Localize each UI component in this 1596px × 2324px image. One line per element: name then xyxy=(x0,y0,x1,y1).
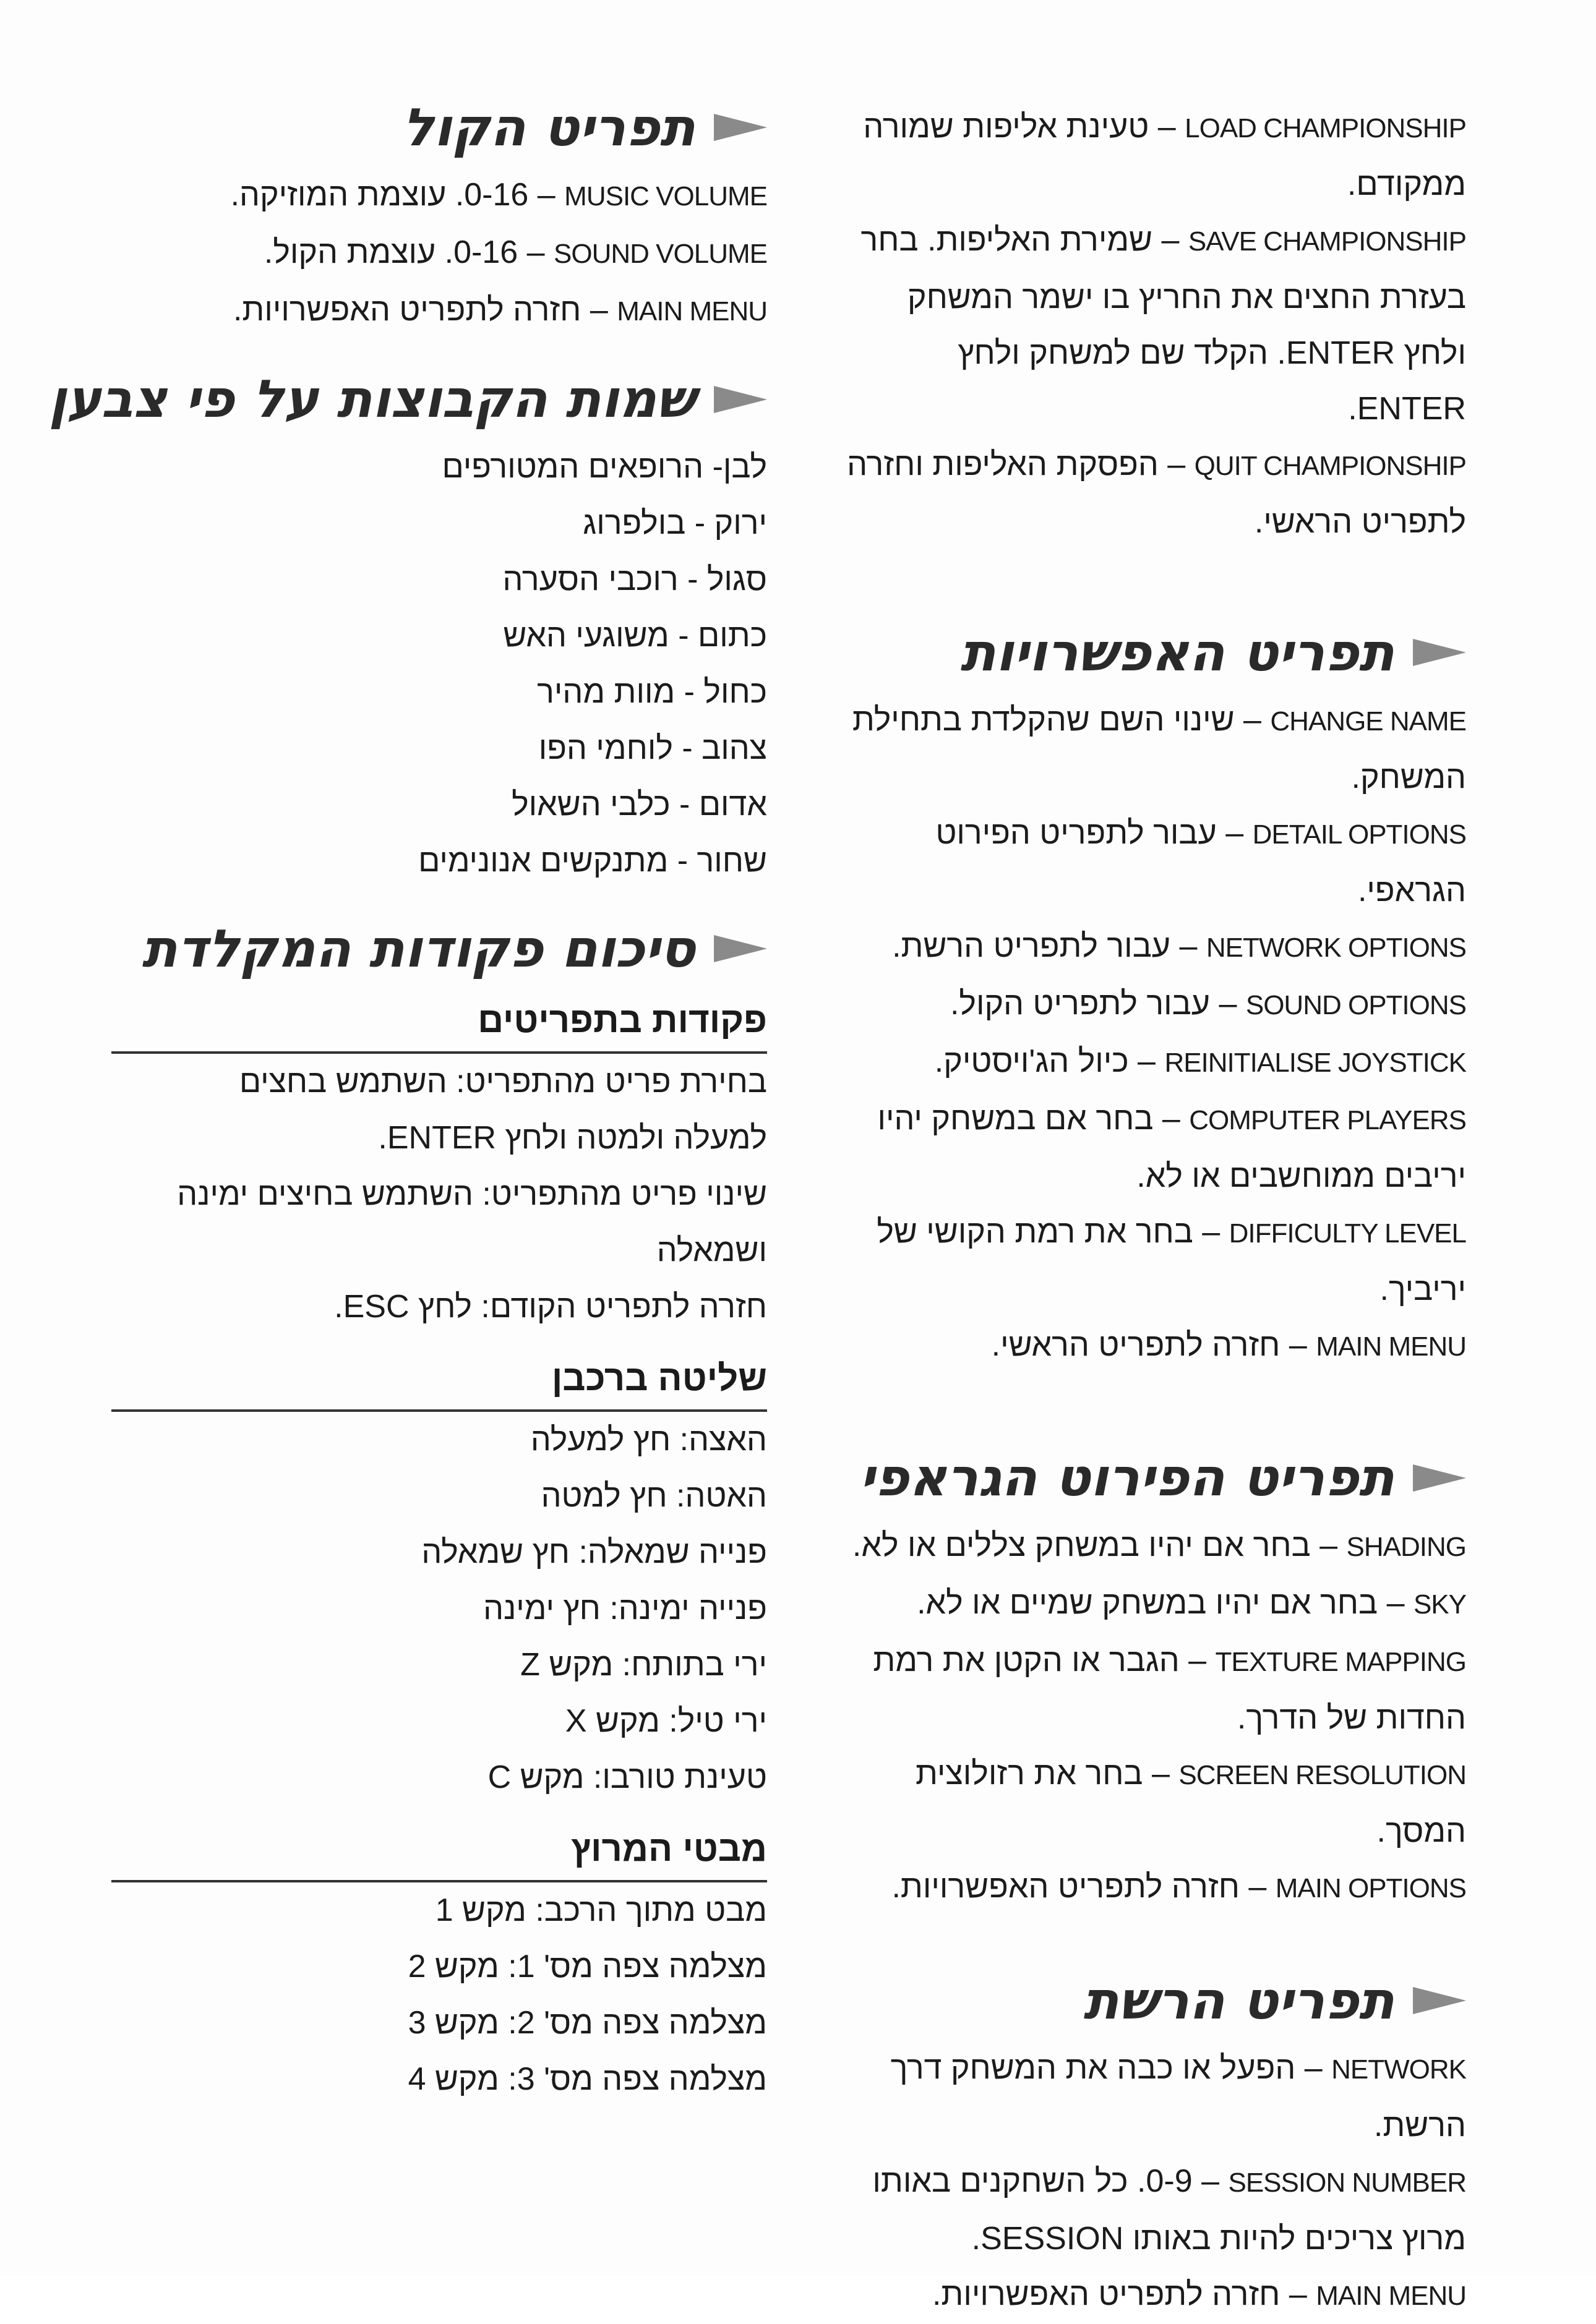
entry-line xyxy=(841,1091,1466,1148)
entry-line xyxy=(841,494,1466,550)
entry-line xyxy=(841,1033,1466,1091)
arrow-icon xyxy=(1413,639,1466,666)
entry-text: – 0-16. עוצמת המוזיקה. xyxy=(230,177,565,213)
entry-line xyxy=(841,1575,1466,1633)
entry-keyword: REINITIALISE JOYSTICK xyxy=(1164,1048,1466,1079)
entry-keyword: SHADING xyxy=(1346,1531,1466,1562)
arrow-icon xyxy=(714,935,767,962)
text-line: מצלמה צפה מס' 1: מקש 2 xyxy=(408,1949,767,1985)
arrow-icon xyxy=(1413,1987,1466,2014)
entry-keyword: MAIN OPTIONS xyxy=(1275,1873,1466,1903)
vehicle-subheading: שליטה ברכבן xyxy=(111,1354,767,1412)
entry-line xyxy=(142,224,767,282)
sound-list xyxy=(111,167,767,340)
section-title-detail xyxy=(841,1449,1466,1506)
entry-line xyxy=(841,437,1466,494)
entry-line xyxy=(841,1518,1466,1575)
views-subheading: מבטי המרוץ xyxy=(111,1824,767,1882)
entry-text: – חזרה לתפריט האפשרויות. xyxy=(233,292,617,328)
entry-keyword: SAVE CHAMPIONSHIP xyxy=(1188,226,1466,257)
text-line: מצלמה צפה מס' 3: מקש 4 xyxy=(408,2061,767,2098)
entry-text: – עבור לתפריט הפירוט xyxy=(935,815,1253,852)
text-line: אדום - כלבי השאול xyxy=(512,786,767,822)
entry-keyword: SESSION NUMBER xyxy=(1228,2168,1466,2198)
section-title-network xyxy=(841,1972,1466,2029)
text-line: ושמאלה xyxy=(656,1232,767,1269)
detail-list xyxy=(841,1518,1466,1916)
text-line: כתום - משוגעי האש xyxy=(503,617,767,654)
entry-line xyxy=(841,1746,1466,1859)
text-line: לבן- הרופאים המטורפים xyxy=(442,448,767,485)
text-line: מצלמה צפה מס' 2: מקש 3 xyxy=(408,2005,767,2041)
text-line: ירוק - בולפרוג xyxy=(583,505,767,541)
section-title-sound xyxy=(111,99,767,156)
entry-text: החדות של הדרך. xyxy=(1237,1699,1466,1736)
entry-line xyxy=(841,2040,1466,2098)
entry-text: – הגבר או הקטן את רמת xyxy=(873,1642,1216,1678)
entry-keyword: MUSIC VOLUME xyxy=(564,181,767,212)
arrow-icon xyxy=(714,114,767,141)
entry-line xyxy=(841,1262,1466,1317)
entry-line xyxy=(841,156,1466,212)
entry-line xyxy=(841,270,1466,325)
entry-text: ולחץ ENTER. הקלד שם למשחק ולחץ ENTER. xyxy=(958,335,1466,427)
entry-keyword: DIFFICULTY LEVEL xyxy=(1229,1218,1466,1249)
teams-title: שמות הקבוצות על פי צבען xyxy=(48,369,695,430)
entry-line xyxy=(841,1317,1466,1375)
entry-line xyxy=(841,212,1466,270)
entry-text: – כיול הג'ויסטיק. xyxy=(934,1043,1165,1080)
text-line: בחירת פריט מהתפריט: השתמש בחצים xyxy=(239,1064,767,1100)
championship-list xyxy=(841,99,1466,550)
menus-subheading: פקודות בתפריטים xyxy=(111,996,767,1054)
entry-text: יריבים ממוחשבים או לא. xyxy=(1136,1158,1466,1195)
section-title-options xyxy=(841,624,1466,681)
text-line: ירי טיל: מקש X xyxy=(565,1703,767,1740)
entry-keyword: MAIN MENU xyxy=(617,296,767,327)
entry-text: – חזרה לתפריט האפשרויות. xyxy=(891,1868,1276,1905)
sound-title: תפריט הקול xyxy=(402,97,695,158)
entry-keyword: COMPUTER PLAYERS xyxy=(1189,1105,1466,1136)
entry-keyword: SOUND VOLUME xyxy=(554,239,767,270)
entry-line xyxy=(841,976,1466,1033)
text-line: פנייה ימינה: חץ ימינה xyxy=(483,1591,767,1627)
keys-title: סיכום פקודות המקלדת xyxy=(142,918,695,979)
entry-text: הגראפי. xyxy=(1357,873,1466,909)
entry-line xyxy=(841,325,1466,437)
text-line: שחור - מתנקשים אנונימים xyxy=(418,842,767,879)
entry-line xyxy=(841,1148,1466,1204)
entry-line xyxy=(841,750,1466,805)
detail-title: תפריט הפירוט הגראפי xyxy=(859,1447,1394,1508)
entry-text: – 0-16. עוצמת הקול. xyxy=(264,234,554,271)
entry-keyword: NETWORK xyxy=(1331,2054,1466,2085)
entry-text: – בחר אם יהיו במשחק צללים או לא. xyxy=(852,1527,1347,1563)
text-line: חזרה לתפריט הקודם: לחץ ESC. xyxy=(334,1289,767,1325)
entry-text: – שמירת האליפות. בחר xyxy=(860,222,1188,258)
entry-text: הרשת. xyxy=(1373,2108,1466,2144)
entry-keyword: SOUND OPTIONS xyxy=(1245,990,1466,1021)
text-line: סגול - רוכבי הסערה xyxy=(502,561,767,597)
entry-keyword: NETWORK OPTIONS xyxy=(1206,933,1466,963)
entry-line xyxy=(841,99,1466,156)
entry-text: המשחק. xyxy=(1351,759,1466,796)
network-title: תפריט הרשת xyxy=(1083,1970,1394,2031)
options-title: תפריט האפשרויות xyxy=(960,622,1394,683)
entry-keyword: CHANGE NAME xyxy=(1270,706,1466,737)
entry-keyword: LOAD CHAMPIONSHIP xyxy=(1185,113,1466,143)
text-line: ירי בתותח: מקש Z xyxy=(520,1647,767,1683)
entry-line xyxy=(142,282,767,340)
text-line: שינוי פריט מהתפריט: השתמש בחיצים ימינה xyxy=(177,1176,767,1213)
entry-line xyxy=(841,2153,1466,2211)
entry-text: – שינוי השם שהקלדת בתחילת xyxy=(852,702,1271,738)
entry-line xyxy=(841,1204,1466,1262)
entry-line xyxy=(841,1633,1466,1690)
network-list xyxy=(841,2040,1466,2324)
entry-text: – הפסקת האליפות וחזרה xyxy=(847,446,1195,482)
entry-text: – עבור לתפריט הרשת. xyxy=(892,928,1206,965)
teams-list xyxy=(111,439,767,889)
entry-keyword: TEXTURE MAPPING xyxy=(1215,1646,1466,1677)
entry-text: – חזרה לתפריט הראשי. xyxy=(991,1327,1316,1364)
arrow-icon xyxy=(714,386,767,413)
text-line: כחול - מוות מהיר xyxy=(537,673,767,710)
text-line: מבט מתוך הרכב: מקש 1 xyxy=(435,1892,767,1929)
entry-keyword: MAIN MENU xyxy=(1316,2281,1466,2312)
entry-text: ממקודם. xyxy=(1347,166,1466,202)
entry-text: – 0-9. כל השחקנים באותו xyxy=(872,2163,1229,2200)
text-line: למעלה ולמטה ולחץ ENTER. xyxy=(378,1120,767,1156)
left-column xyxy=(48,97,767,2108)
entry-line xyxy=(841,692,1466,750)
entry-text: – חזרה לתפריט האפשרויות. xyxy=(932,2276,1316,2313)
entry-line xyxy=(841,2211,1466,2266)
entry-line xyxy=(841,863,1466,918)
entry-line xyxy=(841,2098,1466,2153)
entry-line xyxy=(142,167,767,224)
entry-text: – טעינת אליפות שמורה xyxy=(863,109,1185,145)
entry-text: מרוץ צריכים להיות באותו SESSION. xyxy=(971,2221,1466,2257)
views-list xyxy=(111,1882,767,2108)
right-column xyxy=(841,99,1466,2324)
entry-text: בעזרת החצים את החריץ בו ישמר המשחק xyxy=(907,280,1466,315)
entry-line xyxy=(841,1859,1466,1916)
text-line: האצה: חץ למעלה xyxy=(530,1422,767,1458)
entry-text: – עבור לתפריט הקול. xyxy=(950,986,1246,1022)
entry-keyword: SCREEN RESOLUTION xyxy=(1178,1759,1466,1790)
entry-text: – בחר את רמת הקושי של xyxy=(877,1214,1229,1250)
options-list xyxy=(841,692,1466,1375)
entry-line xyxy=(841,2266,1466,2324)
entry-text: – בחר אם יהיו במשחק שמיים או לא. xyxy=(917,1584,1414,1621)
entry-line xyxy=(841,918,1466,976)
text-line: פנייה שמאלה: חץ שמאלה xyxy=(421,1534,767,1571)
vehicle-list xyxy=(111,1412,767,1806)
entry-line xyxy=(841,805,1466,863)
text-line: צהוב - לוחמי הפו xyxy=(538,730,767,766)
entry-text: – בחר אם במשחק יהיו xyxy=(877,1101,1190,1137)
entry-text: – הפעל או כבה את המשחק דרך xyxy=(890,2050,1332,2087)
entry-text: יריביך. xyxy=(1379,1271,1466,1308)
entry-text: – בחר את רזולוצית המסך. xyxy=(916,1755,1466,1849)
section-title-keys xyxy=(111,920,767,977)
entry-keyword: SKY xyxy=(1413,1589,1466,1620)
menus-list xyxy=(111,1054,767,1335)
entry-keyword: DETAIL OPTIONS xyxy=(1252,819,1466,850)
entry-line xyxy=(841,1690,1466,1746)
entry-text: לתפריט הראשי. xyxy=(1254,504,1466,540)
text-line: טעינת טורבו: מקש C xyxy=(487,1759,767,1796)
text-line: האטה: חץ למטה xyxy=(541,1478,767,1514)
entry-keyword: MAIN MENU xyxy=(1316,1331,1466,1362)
entry-keyword: QUIT CHAMPIONSHIP xyxy=(1194,451,1466,481)
section-title-teams xyxy=(48,369,767,430)
arrow-icon xyxy=(1413,1464,1466,1492)
